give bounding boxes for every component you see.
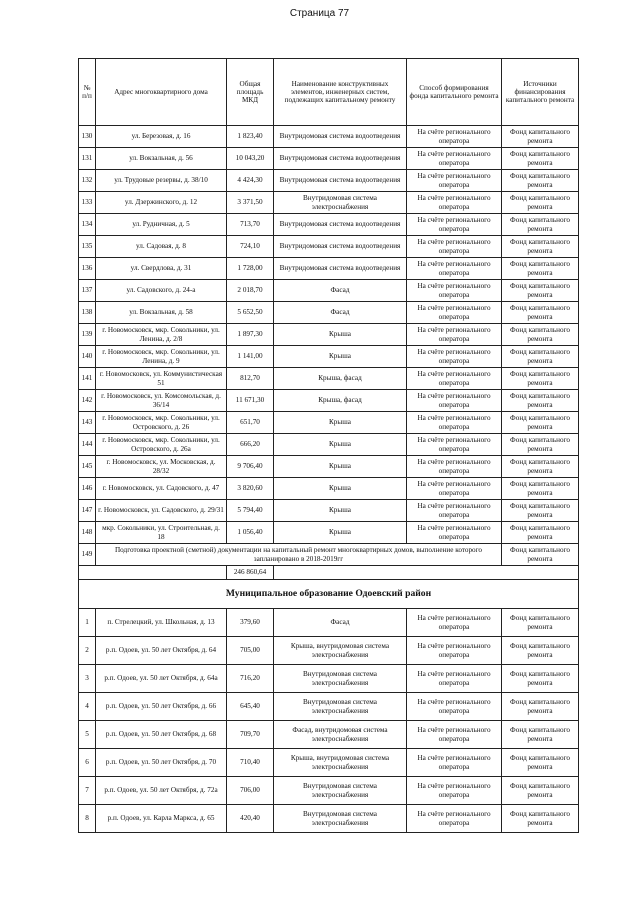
cell-sources: Фонд капитального ремонта bbox=[502, 478, 579, 500]
table-row bbox=[79, 192, 579, 214]
cell-method: На счёте регионального оператора bbox=[407, 637, 502, 665]
cell-elements: Внутридомовая система водоотведения bbox=[274, 236, 407, 258]
cell-elements: Внутридомовая система электроснабжения bbox=[274, 777, 407, 805]
header-method: Способ формирования фонда капитального ремонта bbox=[407, 59, 502, 126]
cell-area: 2 018,70 bbox=[227, 280, 274, 302]
cell-sources: Фонд капитального ремонта bbox=[502, 170, 579, 192]
cell-method: На счёте регионального оператора bbox=[407, 324, 502, 346]
cell-elements: Внутридомовая система электроснабжения bbox=[274, 693, 407, 721]
table-row bbox=[79, 693, 579, 721]
table-row-149 bbox=[79, 544, 579, 566]
cell-address: ул. Рудничная, д. 5 bbox=[96, 214, 227, 236]
cell-num: 130 bbox=[79, 126, 96, 148]
cell-num: 140 bbox=[79, 346, 96, 368]
cell-address: ул. Вокзальная, д. 56 bbox=[96, 148, 227, 170]
cell-elements: Крыша bbox=[274, 456, 407, 478]
table-row bbox=[79, 665, 579, 693]
cell-area: 651,70 bbox=[227, 412, 274, 434]
cell-area: 11 671,30 bbox=[227, 390, 274, 412]
table-row bbox=[79, 609, 579, 637]
cell-num: 142 bbox=[79, 390, 96, 412]
cell-method: На счёте регионального оператора bbox=[407, 721, 502, 749]
table-row bbox=[79, 412, 579, 434]
cell-sources: Фонд капитального ремонта bbox=[502, 777, 579, 805]
cell-sources: Фонд капитального ремонта bbox=[502, 805, 579, 833]
cell-elements: Внутридомовая система водоотведения bbox=[274, 170, 407, 192]
cell-address: г. Новомосковск, ул. Комсомольская, д. 36/14 bbox=[96, 390, 227, 412]
cell-method: На счёте регионального оператора bbox=[407, 390, 502, 412]
section-row bbox=[79, 580, 579, 609]
cell-elements: Крыша bbox=[274, 412, 407, 434]
page-label: Страница 77 bbox=[289, 8, 350, 19]
cell-area: 10 043,20 bbox=[227, 148, 274, 170]
table-row bbox=[79, 346, 579, 368]
cell-address: ул. Садовая, д. 8 bbox=[96, 236, 227, 258]
cell-elements: Фасад bbox=[274, 302, 407, 324]
table-row bbox=[79, 522, 579, 544]
cell-elements: Внутридомовая система электроснабжения bbox=[274, 805, 407, 833]
cell-area: 3 820,60 bbox=[227, 478, 274, 500]
cell-address: г. Новомосковск, ул. Коммунистическая 51 bbox=[96, 368, 227, 390]
cell-area: 1 823,40 bbox=[227, 126, 274, 148]
cell-address: ул. Свердлова, д. 31 bbox=[96, 258, 227, 280]
cell-method: На счёте регионального оператора bbox=[407, 412, 502, 434]
header-sources: Источники финансирования капитального ремонта bbox=[502, 59, 579, 126]
cell-num: 145 bbox=[79, 456, 96, 478]
cell-num: 4 bbox=[79, 693, 96, 721]
table-row bbox=[79, 148, 579, 170]
cell-elements: Внутридомовая система водоотведения bbox=[274, 258, 407, 280]
table-row bbox=[79, 170, 579, 192]
cell-num: 133 bbox=[79, 192, 96, 214]
cell-sources: Фонд капитального ремонта bbox=[502, 302, 579, 324]
cell-method: На счёте регионального оператора bbox=[407, 805, 502, 833]
cell-sources: Фонд капитального ремонта bbox=[502, 500, 579, 522]
cell-elements: Фасад, внутридомовая система электроснабжения bbox=[274, 721, 407, 749]
cell-sources: Фонд капитального ремонта bbox=[502, 368, 579, 390]
cell-method: На счёте регионального оператора bbox=[407, 478, 502, 500]
cell-method: На счёте регионального оператора bbox=[407, 434, 502, 456]
cell-address: р.п. Одоев, ул. 50 лет Октября, д. 64 bbox=[96, 637, 227, 665]
cell-method: На счёте регионального оператора bbox=[407, 346, 502, 368]
cell-num: 1 bbox=[79, 609, 96, 637]
cell-area: 645,40 bbox=[227, 693, 274, 721]
cell-address: г. Новомосковск, ул. Садовского, д. 47 bbox=[96, 478, 227, 500]
cell-area: 3 371,50 bbox=[227, 192, 274, 214]
cell-method: На счёте регионального оператора bbox=[407, 148, 502, 170]
cell-area: 709,70 bbox=[227, 721, 274, 749]
header-elements: Наименование конструктивных элементов, инженерных систем, подлежащих капитальному ремонту bbox=[274, 59, 407, 126]
cell-address: г. Новомосковск, ул. Садовского, д. 29/31 bbox=[96, 500, 227, 522]
cell-area: 1 728,00 bbox=[227, 258, 274, 280]
cell-address: г. Новомосковск, мкр. Сокольники, ул. Ленина, д. 9 bbox=[96, 346, 227, 368]
cell-num: 149 bbox=[79, 544, 96, 566]
cell-area: 666,20 bbox=[227, 434, 274, 456]
cell-method: На счёте регионального оператора bbox=[407, 258, 502, 280]
cell-num: 141 bbox=[79, 368, 96, 390]
cell-area: 812,70 bbox=[227, 368, 274, 390]
cell-address: р.п. Одоев, ул. Карла Маркса, д. 65 bbox=[96, 805, 227, 833]
table-row bbox=[79, 434, 579, 456]
cell-method: На счёте регионального оператора bbox=[407, 500, 502, 522]
cell-address: р.п. Одоев, ул. 50 лет Октября, д. 66 bbox=[96, 693, 227, 721]
cell-address: ул. Дзержинского, д. 12 bbox=[96, 192, 227, 214]
cell-description: Подготовка проектной (сметной) документации на капитальный ремонт многоквартирных домов, выполнение которого запланировано в 2018-2019гг bbox=[96, 544, 502, 566]
cell-area: 5 652,50 bbox=[227, 302, 274, 324]
cell-num: 7 bbox=[79, 777, 96, 805]
table-row bbox=[79, 777, 579, 805]
cell-address: мкр. Сокольники, ул. Строительная, д. 18 bbox=[96, 522, 227, 544]
cell-num: 146 bbox=[79, 478, 96, 500]
cell-elements: Крыша, внутридомовая система электроснабжения bbox=[274, 749, 407, 777]
cell-elements: Внутридомовая система водоотведения bbox=[274, 214, 407, 236]
cell-method: На счёте регионального оператора bbox=[407, 368, 502, 390]
cell-num: 147 bbox=[79, 500, 96, 522]
cell-sources: Фонд капитального ремонта bbox=[502, 192, 579, 214]
cell-address: п. Стрелецкий, ул. Школьная, д. 13 bbox=[96, 609, 227, 637]
cell-address: ул. Садовского, д. 24-а bbox=[96, 280, 227, 302]
cell-area: 5 794,40 bbox=[227, 500, 274, 522]
cell-num: 135 bbox=[79, 236, 96, 258]
cell-area: 1 897,30 bbox=[227, 324, 274, 346]
header-address: Адрес многоквартирного дома bbox=[96, 59, 227, 126]
cell-method: На счёте регионального оператора bbox=[407, 456, 502, 478]
cell-sources: Фонд капитального ремонта bbox=[502, 412, 579, 434]
cell-address: р.п. Одоев, ул. 50 лет Октября, д. 72а bbox=[96, 777, 227, 805]
table-row bbox=[79, 721, 579, 749]
section-title: Муниципальное образование Одоевский район bbox=[79, 580, 579, 609]
cell-method: На счёте регионального оператора bbox=[407, 693, 502, 721]
table-row bbox=[79, 214, 579, 236]
cell-address: р.п. Одоев, ул. 50 лет Октября, д. 70 bbox=[96, 749, 227, 777]
table-row bbox=[79, 302, 579, 324]
cell-elements: Фасад bbox=[274, 609, 407, 637]
cell-area: 710,40 bbox=[227, 749, 274, 777]
table-row bbox=[79, 126, 579, 148]
cell-num: 131 bbox=[79, 148, 96, 170]
table-row bbox=[79, 368, 579, 390]
cell-elements: Крыша, внутридомовая система электроснабжения bbox=[274, 637, 407, 665]
cell-method: На счёте регионального оператора bbox=[407, 236, 502, 258]
cell-elements: Крыша bbox=[274, 346, 407, 368]
cell-elements: Крыша bbox=[274, 522, 407, 544]
table-row bbox=[79, 456, 579, 478]
cell-area: 9 706,40 bbox=[227, 456, 274, 478]
cell-num: 3 bbox=[79, 665, 96, 693]
cell-address: ул. Березовая, д. 16 bbox=[96, 126, 227, 148]
cell-sources: Фонд капитального ремонта bbox=[502, 214, 579, 236]
cell-method: На счёте регионального оператора bbox=[407, 280, 502, 302]
cell-elements: Внутридомовая система электроснабжения bbox=[274, 665, 407, 693]
cell-address: р.п. Одоев, ул. 50 лет Октября, д. 68 bbox=[96, 721, 227, 749]
cell-num: 132 bbox=[79, 170, 96, 192]
cell-elements: Крыша, фасад bbox=[274, 368, 407, 390]
table-row bbox=[79, 236, 579, 258]
cell-elements: Крыша bbox=[274, 434, 407, 456]
cell-area: 713,70 bbox=[227, 214, 274, 236]
cell-method: На счёте регионального оператора bbox=[407, 609, 502, 637]
table-row bbox=[79, 390, 579, 412]
total-blank-right bbox=[274, 566, 579, 580]
cell-elements: Внутридомовая система водоотведения bbox=[274, 126, 407, 148]
cell-sources: Фонд капитального ремонта bbox=[502, 609, 579, 637]
cell-method: На счёте регионального оператора bbox=[407, 170, 502, 192]
repair-table bbox=[78, 58, 579, 833]
table-row bbox=[79, 258, 579, 280]
cell-num: 144 bbox=[79, 434, 96, 456]
cell-sources: Фонд капитального ремонта bbox=[502, 522, 579, 544]
cell-address: ул. Трудовые резервы, д. 38/10 bbox=[96, 170, 227, 192]
cell-area: 705,00 bbox=[227, 637, 274, 665]
total-row bbox=[79, 566, 579, 580]
table-row bbox=[79, 637, 579, 665]
cell-area: 379,60 bbox=[227, 609, 274, 637]
cell-area: 420,40 bbox=[227, 805, 274, 833]
cell-elements: Внутридомовая система водоотведения bbox=[274, 148, 407, 170]
cell-area: 706,00 bbox=[227, 777, 274, 805]
cell-num: 139 bbox=[79, 324, 96, 346]
cell-elements: Крыша, фасад bbox=[274, 390, 407, 412]
cell-num: 6 bbox=[79, 749, 96, 777]
cell-method: На счёте регионального оператора bbox=[407, 749, 502, 777]
cell-num: 134 bbox=[79, 214, 96, 236]
cell-sources: Фонд капитального ремонта bbox=[502, 434, 579, 456]
cell-address: г. Новомосковск, ул. Московская, д. 28/32 bbox=[96, 456, 227, 478]
cell-method: На счёте регионального оператора bbox=[407, 522, 502, 544]
cell-sources: Фонд капитального ремонта bbox=[502, 637, 579, 665]
cell-area: 716,20 bbox=[227, 665, 274, 693]
cell-area: 1 056,40 bbox=[227, 522, 274, 544]
cell-address: г. Новомосковск, мкр. Сокольники, ул. Островского, д. 26 bbox=[96, 412, 227, 434]
cell-address: г. Новомосковск, мкр. Сокольники, ул. Ленина, д. 2/8 bbox=[96, 324, 227, 346]
cell-address: г. Новомосковск, мкр. Сокольники, ул. Островского, д. 26а bbox=[96, 434, 227, 456]
cell-sources: Фонд капитального ремонта bbox=[502, 324, 579, 346]
table-row bbox=[79, 805, 579, 833]
cell-method: На счёте регионального оператора bbox=[407, 665, 502, 693]
header-num: № п/п bbox=[79, 59, 96, 126]
cell-num: 2 bbox=[79, 637, 96, 665]
cell-sources: Фонд капитального ремонта bbox=[502, 544, 579, 566]
cell-area: 724,10 bbox=[227, 236, 274, 258]
cell-method: На счёте регионального оператора bbox=[407, 192, 502, 214]
cell-sources: Фонд капитального ремонта bbox=[502, 693, 579, 721]
cell-num: 137 bbox=[79, 280, 96, 302]
cell-sources: Фонд капитального ремонта bbox=[502, 456, 579, 478]
table-row bbox=[79, 280, 579, 302]
cell-sources: Фонд капитального ремонта bbox=[502, 236, 579, 258]
cell-sources: Фонд капитального ремонта bbox=[502, 258, 579, 280]
cell-method: На счёте регионального оператора bbox=[407, 302, 502, 324]
cell-sources: Фонд капитального ремонта bbox=[502, 749, 579, 777]
cell-sources: Фонд капитального ремонта bbox=[502, 665, 579, 693]
cell-elements: Крыша bbox=[274, 500, 407, 522]
cell-num: 5 bbox=[79, 721, 96, 749]
cell-num: 148 bbox=[79, 522, 96, 544]
cell-sources: Фонд капитального ремонта bbox=[502, 721, 579, 749]
table-row bbox=[79, 324, 579, 346]
table-header-row bbox=[79, 59, 579, 126]
cell-num: 8 bbox=[79, 805, 96, 833]
cell-address: ул. Вокзальная, д. 58 bbox=[96, 302, 227, 324]
cell-method: На счёте регионального оператора bbox=[407, 126, 502, 148]
cell-method: На счёте регионального оператора bbox=[407, 777, 502, 805]
cell-elements: Внутридомовая система электроснабжения bbox=[274, 192, 407, 214]
cell-area: 1 141,00 bbox=[227, 346, 274, 368]
table-row bbox=[79, 500, 579, 522]
cell-sources: Фонд капитального ремонта bbox=[502, 148, 579, 170]
cell-address: р.п. Одоев, ул. 50 лет Октября, д. 64а bbox=[96, 665, 227, 693]
cell-sources: Фонд капитального ремонта bbox=[502, 280, 579, 302]
cell-area: 4 424,30 bbox=[227, 170, 274, 192]
cell-num: 138 bbox=[79, 302, 96, 324]
table-row bbox=[79, 478, 579, 500]
cell-elements: Крыша bbox=[274, 478, 407, 500]
cell-sources: Фонд капитального ремонта bbox=[502, 126, 579, 148]
table-row bbox=[79, 749, 579, 777]
cell-sources: Фонд капитального ремонта bbox=[502, 346, 579, 368]
cell-num: 143 bbox=[79, 412, 96, 434]
cell-elements: Фасад bbox=[274, 280, 407, 302]
total-blank bbox=[79, 566, 227, 580]
total-area: 246 860,64 bbox=[227, 566, 274, 580]
cell-method: На счёте регионального оператора bbox=[407, 214, 502, 236]
header-area: Общая площадь МКД bbox=[227, 59, 274, 126]
cell-sources: Фонд капитального ремонта bbox=[502, 390, 579, 412]
cell-num: 136 bbox=[79, 258, 96, 280]
cell-elements: Крыша bbox=[274, 324, 407, 346]
